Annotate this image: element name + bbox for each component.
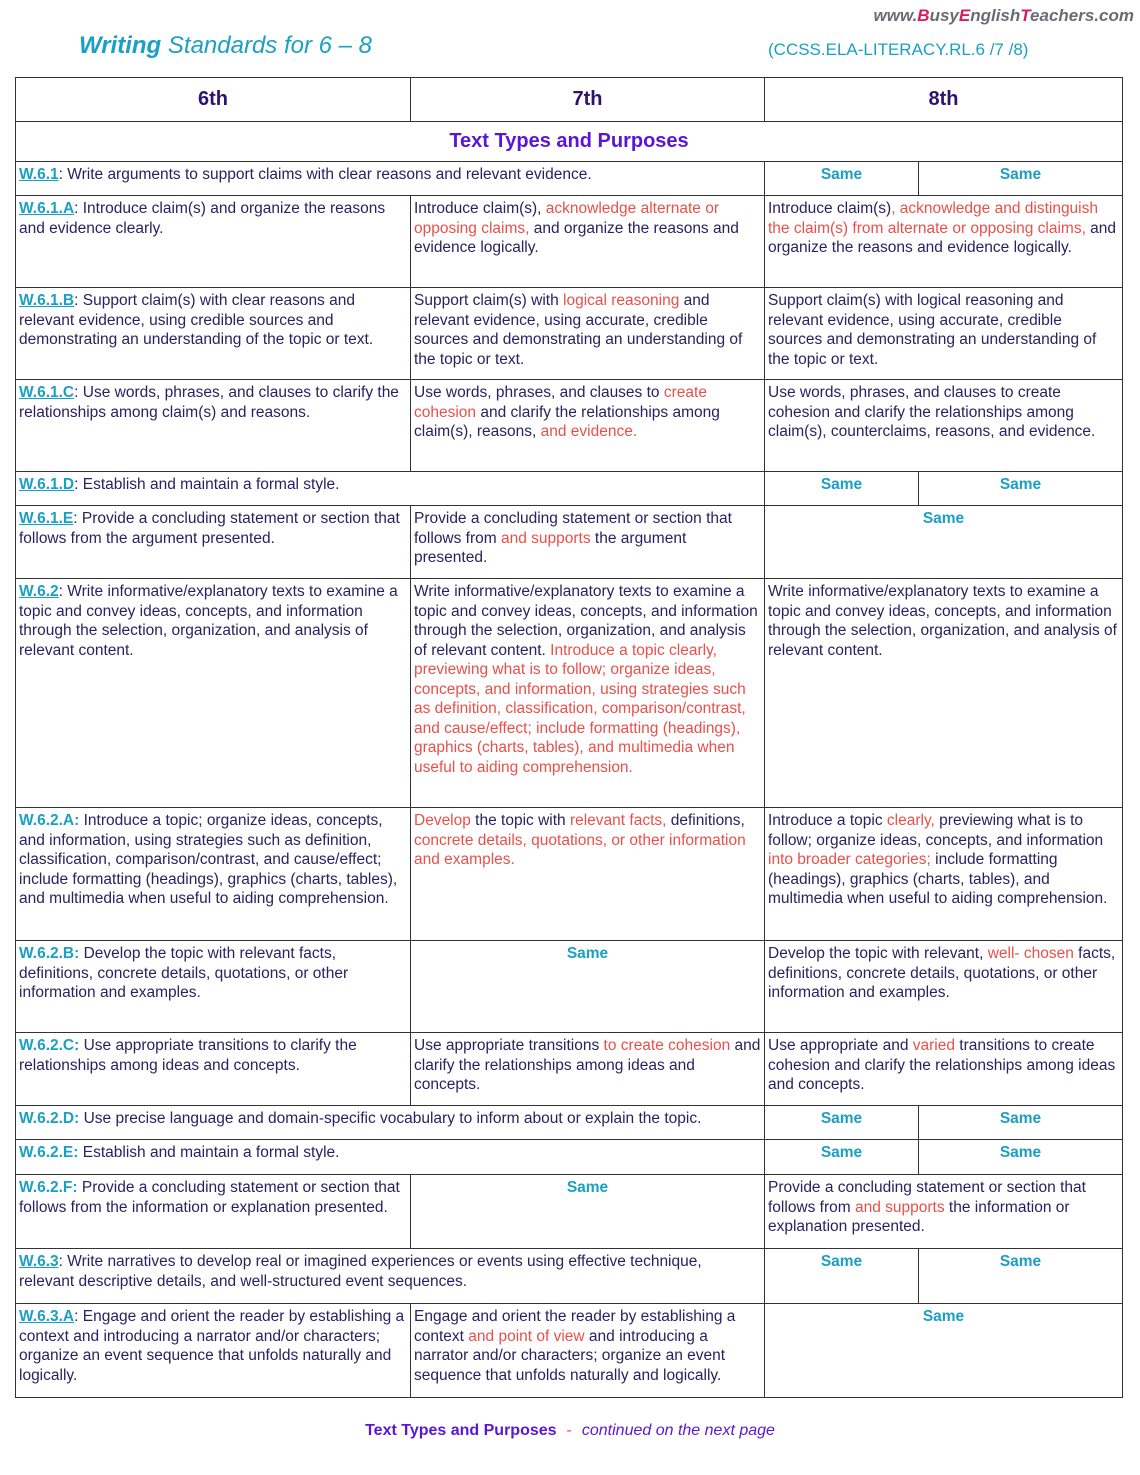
text: Develop the topic with relevant facts, definitions, concrete details, quotations, or other information and examples. <box>19 945 349 1001</box>
standard-6th <box>16 808 411 941</box>
title-rest: Standards for 6 – 8 <box>161 32 373 59</box>
text: : Write arguments to support claims with clear reasons and relevant evidence. <box>58 166 592 183</box>
text: : Introduce claim(s) and organize the reasons and evidence clearly. <box>19 200 386 237</box>
col-8th: 8th <box>765 78 1123 122</box>
text: and clarify the relationships among ideas and concepts. <box>414 1037 761 1093</box>
standard-6th <box>16 1106 765 1140</box>
standard-7th <box>411 380 765 472</box>
site-prefix: www. <box>873 6 918 25</box>
standard-code: W.6.2.A: <box>19 812 80 829</box>
standard-8th <box>765 380 1123 472</box>
site-nglish: nglish <box>970 6 1021 25</box>
text: and organize the reasons and evidence logically. <box>414 219 739 256</box>
standard-code[interactable]: W.6.1.D <box>19 476 75 493</box>
table-row <box>16 380 1123 472</box>
changed-text: and supports <box>501 529 591 547</box>
text: : Support claim(s) with clear reasons and relevant evidence, using credible sources and demonstrating an understanding of the topic or text. <box>19 292 374 348</box>
text: Write informative/explanatory texts to examine a topic and convey ideas, concepts, and information through the selection, organization, and analysis of relevant content. <box>414 583 758 659</box>
text: Establish and maintain a formal style. <box>78 1144 340 1161</box>
standard-code: W.6.2.F: <box>19 1179 78 1196</box>
text: and relevant evidence, using accurate, credible sources and demonstrating an understanding of the topic or text. <box>414 292 743 368</box>
standard-6th <box>16 1304 411 1398</box>
text: and clarify the relationships among claim(s), reasons, <box>414 403 720 440</box>
text: Support claim(s) with logical reasoning and relevant evidence, using accurate, credible sources and demonstrating an understanding of the topic or text. <box>768 292 1097 368</box>
table-row <box>16 288 1123 380</box>
table-row <box>16 506 1123 579</box>
standard-6th <box>16 1033 411 1106</box>
same-8th: Same <box>919 472 1123 506</box>
standard-6th <box>16 1249 765 1304</box>
standard-code: W.6.2.E: <box>19 1144 79 1161</box>
same-7th: Same <box>765 162 919 196</box>
text: the information or explanation presented. <box>768 1198 1070 1235</box>
standard-7th <box>411 579 765 808</box>
same-8th: Same <box>765 506 1123 579</box>
standard-7th <box>411 506 765 579</box>
text: Use words, phrases, and clauses to create cohesion and clarify the relationships among claim(s), counterclaims, reasons, and evidence. <box>768 384 1096 440</box>
site-usy: usy <box>929 6 959 25</box>
changed-text: acknowledge alternate or opposing claims, <box>414 200 719 237</box>
changed-text: varied <box>912 1037 955 1054</box>
text: : Engage and orient the reader by establishing a context and introducing a narrator and/or characters; organize an event sequence that unfolds naturally and logically. <box>19 1308 405 1384</box>
same-8th: Same <box>919 162 1123 196</box>
standard-code[interactable]: A <box>62 200 75 217</box>
text: Support claim(s) with <box>414 292 564 309</box>
table-row <box>16 579 1123 808</box>
text: the argument presented. <box>414 529 687 566</box>
same-7th: Same <box>765 472 919 506</box>
text: : Write informative/explanatory texts to examine a topic and convey ideas, concepts, and information through the selection, organization, and analysis of relevant content. <box>19 583 398 659</box>
standard-6th <box>16 380 411 472</box>
same-8th: Same <box>919 1106 1123 1140</box>
standard-8th <box>765 1033 1123 1106</box>
standard-8th <box>765 196 1123 288</box>
changed-text: and point of view <box>468 1327 585 1345</box>
standard-6th <box>16 288 411 380</box>
standard-6th <box>16 472 765 506</box>
section-row <box>16 122 1123 162</box>
same-8th: Same <box>919 1140 1123 1175</box>
text: Provide a concluding statement or section that follows from the information or explanation presented. <box>19 1179 400 1216</box>
standard-code[interactable]: W.6.1.E <box>19 510 74 527</box>
table-row <box>16 1106 1123 1140</box>
text: Use appropriate transitions to clarify the relationships among ideas and concepts. <box>19 1037 357 1074</box>
site-e: E <box>958 6 971 25</box>
section-title: Text Types and Purposes <box>16 122 1123 162</box>
footer <box>0 1422 1140 1440</box>
text: Use appropriate and <box>768 1037 913 1054</box>
table-row <box>16 1304 1123 1398</box>
same-7th: Same <box>765 1249 919 1304</box>
footer-label: Text Types and Purposes <box>365 1422 557 1439</box>
changed-text: , acknowledge and distinguish the claim(s) from alternate or opposing claims, <box>768 200 1098 237</box>
table-row <box>16 162 1123 196</box>
changed-text: well- chosen <box>987 945 1074 962</box>
site-suffix: eachers.com <box>1030 6 1134 25</box>
site-t: T <box>1020 6 1031 25</box>
standard-6th <box>16 196 411 288</box>
col-6th: 6th <box>16 78 411 122</box>
standard-8th <box>765 941 1123 1033</box>
text: and introducing a narrator and/or characters; organize an event sequence that unfolds naturally and logically. <box>414 1327 726 1384</box>
table-row <box>16 1249 1123 1304</box>
text: : Establish and maintain a formal style. <box>74 476 340 493</box>
table-row <box>16 808 1123 941</box>
text: : Use words, phrases, and clauses to clarify the relationships among claim(s) and reasons. <box>19 384 399 421</box>
text: previewing what is to follow; organize ideas, concepts, and information <box>768 812 1104 849</box>
standard-8th <box>765 288 1123 380</box>
changed-text: create cohesion <box>414 384 707 421</box>
text: Engage and orient the reader by establishing a context <box>414 1308 736 1345</box>
changed-text: relevant facts, <box>569 812 667 829</box>
changed-text: and evidence. <box>540 423 638 440</box>
same-8th: Same <box>765 1304 1123 1398</box>
standard-8th <box>765 808 1123 941</box>
standards-table <box>15 77 1123 1398</box>
text: Provide a concluding statement or section that follows from <box>768 1179 1086 1216</box>
changed-text: to create cohesion <box>603 1037 731 1054</box>
standard-7th <box>411 1304 765 1398</box>
standard-6th <box>16 1175 411 1249</box>
text: Introduce a topic; organize ideas, concepts, and information, using strategies such as definition, classification, comparison/contrast, and cause/effect; include formatting (headings), graphics (charts, tables), and multimedia when useful to aiding comprehension. <box>19 812 398 907</box>
standard-code: W.6.2.D: <box>19 1110 80 1127</box>
grade-header-row <box>16 78 1123 122</box>
same-7th: Same <box>411 941 765 1033</box>
changed-text: Introduce a topic clearly, previewing what is to follow; organize ideas, concepts, and information, using strategies such as definition, classification, comparison/contrast, and cause/effect; include formatting (headings), graphics (charts, tables), and multimedia when useful to aiding comprehension. <box>414 641 746 776</box>
text: Use appropriate transitions <box>414 1037 604 1054</box>
table-row <box>16 1140 1123 1175</box>
text: the topic with <box>470 812 570 829</box>
text: : Write narratives to develop real or imagined experiences or events using effective technique, relevant descriptive details, and well-structured event sequences. <box>19 1253 702 1290</box>
changed-text: concrete details, quotations, or other information and examples. <box>414 831 746 868</box>
text: Introduce claim(s), <box>414 200 546 217</box>
standard-6th <box>16 1140 765 1175</box>
footer-dash: - <box>566 1422 572 1439</box>
standard-code[interactable]: W.6.1.B <box>19 292 75 309</box>
text: Write informative/explanatory texts to examine a topic and convey ideas, concepts, and information through the selection, organization, and analysis of relevant content. <box>768 583 1117 659</box>
footer-note: continued on the next page <box>581 1422 775 1439</box>
standard-code: W.6.2.C: <box>19 1037 80 1054</box>
text: definitions, <box>666 812 745 829</box>
same-7th: Same <box>765 1140 919 1175</box>
text: Develop the topic with relevant, <box>768 945 988 962</box>
text: include formatting (headings), graphics (charts, tables), and multimedia when useful to aiding comprehension. <box>768 851 1108 907</box>
standard-code[interactable]: W.6.2 <box>19 583 59 600</box>
standard-code[interactable]: W.6.3.A <box>19 1308 75 1325</box>
ccss-code: (CCSS.ELA-LITERACY.RL.6 /7 /8) <box>768 40 1029 59</box>
standard-6th <box>16 941 411 1033</box>
standard-code: W.6.2.B: <box>19 945 80 962</box>
text: transitions to create cohesion and clarify the relationships among ideas and concepts. <box>768 1037 1116 1093</box>
changed-text: and supports <box>855 1198 945 1216</box>
changed-text: Develop <box>414 812 471 829</box>
table-row <box>16 196 1123 288</box>
standard-code[interactable]: W.6.3 <box>19 1253 59 1270</box>
same-8th: Same <box>919 1249 1123 1304</box>
site-url <box>874 6 1134 26</box>
same-7th: Same <box>411 1175 765 1249</box>
table-row <box>16 1033 1123 1106</box>
standard-code[interactable]: W.6.1 <box>19 166 59 183</box>
standard-7th <box>411 1033 765 1106</box>
standard-8th <box>765 1175 1123 1249</box>
standard-6th <box>16 579 411 808</box>
standard-7th <box>411 196 765 288</box>
table-row <box>16 941 1123 1033</box>
table-body <box>16 162 1123 1398</box>
standard-code[interactable]: W.6.1.C <box>19 384 75 401</box>
col-7th: 7th <box>411 78 765 122</box>
standard-6th <box>16 506 411 579</box>
text: Introduce claim(s) <box>768 200 892 217</box>
title-bold: Writing <box>79 32 162 59</box>
site-b: B <box>917 6 930 25</box>
text: Provide a concluding statement or section that follows from <box>414 510 732 547</box>
standard-8th <box>765 579 1123 808</box>
changed-text: logical reasoning <box>563 292 680 309</box>
text: facts, definitions, concrete details, quotations, or other information and examples. <box>768 945 1116 1001</box>
standard-code[interactable]: W.6.1. <box>19 200 63 217</box>
standard-7th <box>411 808 765 941</box>
page-title <box>79 32 372 60</box>
changed-text: into broader categories; <box>768 851 931 868</box>
text: Use words, phrases, and clauses to <box>414 384 664 401</box>
text: Introduce a topic <box>768 812 887 829</box>
standard-7th <box>411 288 765 380</box>
text: Use precise language and domain-specific vocabulary to inform about or explain the topic. <box>79 1110 702 1127</box>
same-7th: Same <box>765 1106 919 1140</box>
changed-text: clearly, <box>886 812 935 829</box>
table-row <box>16 472 1123 506</box>
text: and organize the reasons and evidence logically. <box>768 219 1117 256</box>
text: : Provide a concluding statement or section that follows from the argument presented. <box>19 510 400 547</box>
standard-6th <box>16 162 765 196</box>
table-row <box>16 1175 1123 1249</box>
